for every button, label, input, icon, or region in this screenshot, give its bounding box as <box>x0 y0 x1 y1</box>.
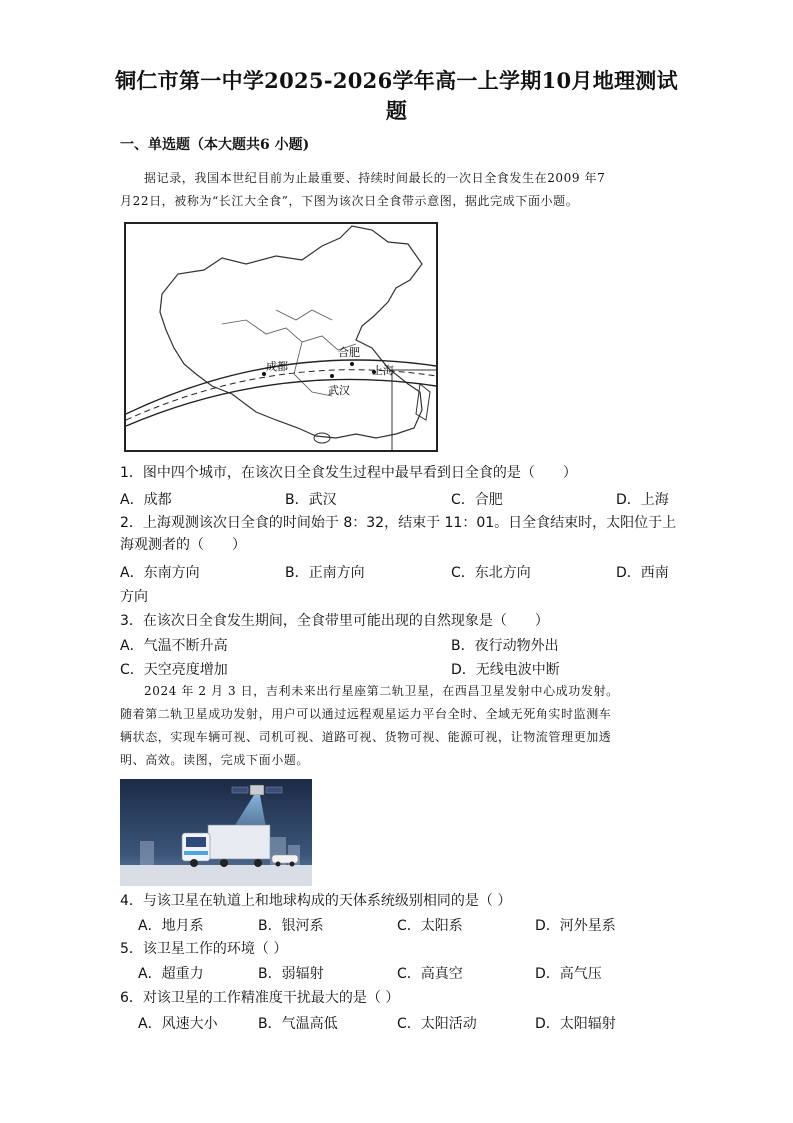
question-5-option-a: A．超重力 <box>138 966 204 982</box>
question-3-option-d: D．无线电波中断 <box>451 662 560 678</box>
section-heading: 一、单选题（本大题共6 小题) <box>120 137 310 153</box>
question-2-option-d-continued: 方向 <box>120 589 148 605</box>
passage-2-line-1: 2024 年 2 月 3 日，吉利未来出行星座第二轨卫星，在西昌卫星发射中心成功发射。 <box>144 684 619 698</box>
question-2-option-b: B．正南方向 <box>285 565 365 581</box>
island <box>416 384 430 420</box>
question-2-option-a: A．东南方向 <box>120 565 200 581</box>
passage-2-line-2: 随着第二轨卫星成功发射，用户可以通过远程观星运力平台全时、全域无死角实时监测车 <box>120 707 612 721</box>
question-2-stem-line-2: 海观测者的（ ） <box>120 537 246 553</box>
question-5-option-d: D．高气压 <box>535 966 602 982</box>
question-4-stem: 4．与该卫星在轨道上和地球构成的天体系统级别相同的是（ ） <box>120 893 512 909</box>
question-2-stem-line-1: 2．上海观测该次日全食的时间始于 8：32，结束于 11：01。日全食结束时，太阳位于上 <box>120 515 677 531</box>
question-6-option-b: B．气温高低 <box>258 1016 338 1032</box>
city-label-hefei: 合肥 <box>338 346 360 359</box>
city-dot-wuhan <box>330 374 334 378</box>
question-1-stem: 1．图中四个城市，在该次日全食发生过程中最早看到日全食的是（ ） <box>120 465 577 481</box>
province-border <box>222 320 356 350</box>
question-2-stem <box>120 512 676 556</box>
eclipse-belt-center-line <box>126 370 436 420</box>
document-title <box>60 66 733 126</box>
province-border <box>276 310 332 320</box>
question-5-option-b: B．弱辐射 <box>258 966 324 982</box>
question-6-option-a: A．风速大小 <box>138 1016 218 1032</box>
question-4-option-a: A．地月系 <box>138 918 204 934</box>
question-3-option-b: B．夜行动物外出 <box>451 638 559 654</box>
eclipse-path-map <box>124 222 438 452</box>
passage-2-line-3: 辆状态，实现车辆可视、司机可视、道路可视、货物可视、能源可视，让物流管理更加透 <box>120 730 612 744</box>
question-5-option-c: C．高真空 <box>397 966 463 982</box>
passage-1-line-1: 据记录，我国本世纪目前为止最重要、持续时间最长的一次日全食发生在2009 年7 <box>144 171 606 185</box>
question-5-stem: 5．该卫星工作的环境（ ） <box>120 941 288 957</box>
city-dot-hefei <box>350 362 354 366</box>
question-1-option-b: B．武汉 <box>285 492 337 508</box>
question-2-option-c: C．东北方向 <box>451 565 531 581</box>
island <box>314 433 330 443</box>
question-4-option-c: C．太阳系 <box>397 918 463 934</box>
china-outline-map <box>126 224 436 450</box>
title-line-1: 铜仁市第一中学2025-2026学年高一上学期10月地理测试 <box>115 68 678 93</box>
question-3-option-a: A．气温不断升高 <box>120 638 228 654</box>
satellite-truck-illustration <box>120 779 312 886</box>
question-3-stem: 3．在该次日全食发生期间，全食带里可能出现的自然现象是（ ） <box>120 613 549 629</box>
city-label-shanghai: 上海 <box>372 364 394 377</box>
title-line-2: 题 <box>385 98 408 123</box>
question-1-option-c: C．合肥 <box>451 492 503 508</box>
question-3-option-c: C．天空亮度增加 <box>120 662 228 678</box>
question-6-option-c: C．太阳活动 <box>397 1016 477 1032</box>
passage-2-line-4: 明、高效。读图，完成下面小题。 <box>120 753 310 767</box>
question-1-option-d: D．上海 <box>616 492 669 508</box>
city-label-chengdu: 成都 <box>266 360 288 373</box>
question-6-stem: 6．对该卫星的工作精准度干扰最大的是（ ） <box>120 990 400 1006</box>
eclipse-belt-lower-edge <box>126 379 436 426</box>
satellite-truck-image <box>120 779 312 886</box>
passage-2 <box>120 680 673 772</box>
question-4-option-b: B．银河系 <box>258 918 324 934</box>
city-label-wuhan: 武汉 <box>328 384 350 397</box>
passage-1 <box>120 167 673 213</box>
passage-1-line-2: 月22日，被称为“长江大全食”，下图为该次日全食带示意图，据此完成下面小题。 <box>120 194 579 208</box>
question-2-option-d: D．西南 <box>616 565 669 581</box>
question-1-option-a: A．成都 <box>120 492 172 508</box>
province-border <box>294 342 332 396</box>
question-4-option-d: D．河外星系 <box>535 918 616 934</box>
question-6-option-d: D．太阳辐射 <box>535 1016 616 1032</box>
